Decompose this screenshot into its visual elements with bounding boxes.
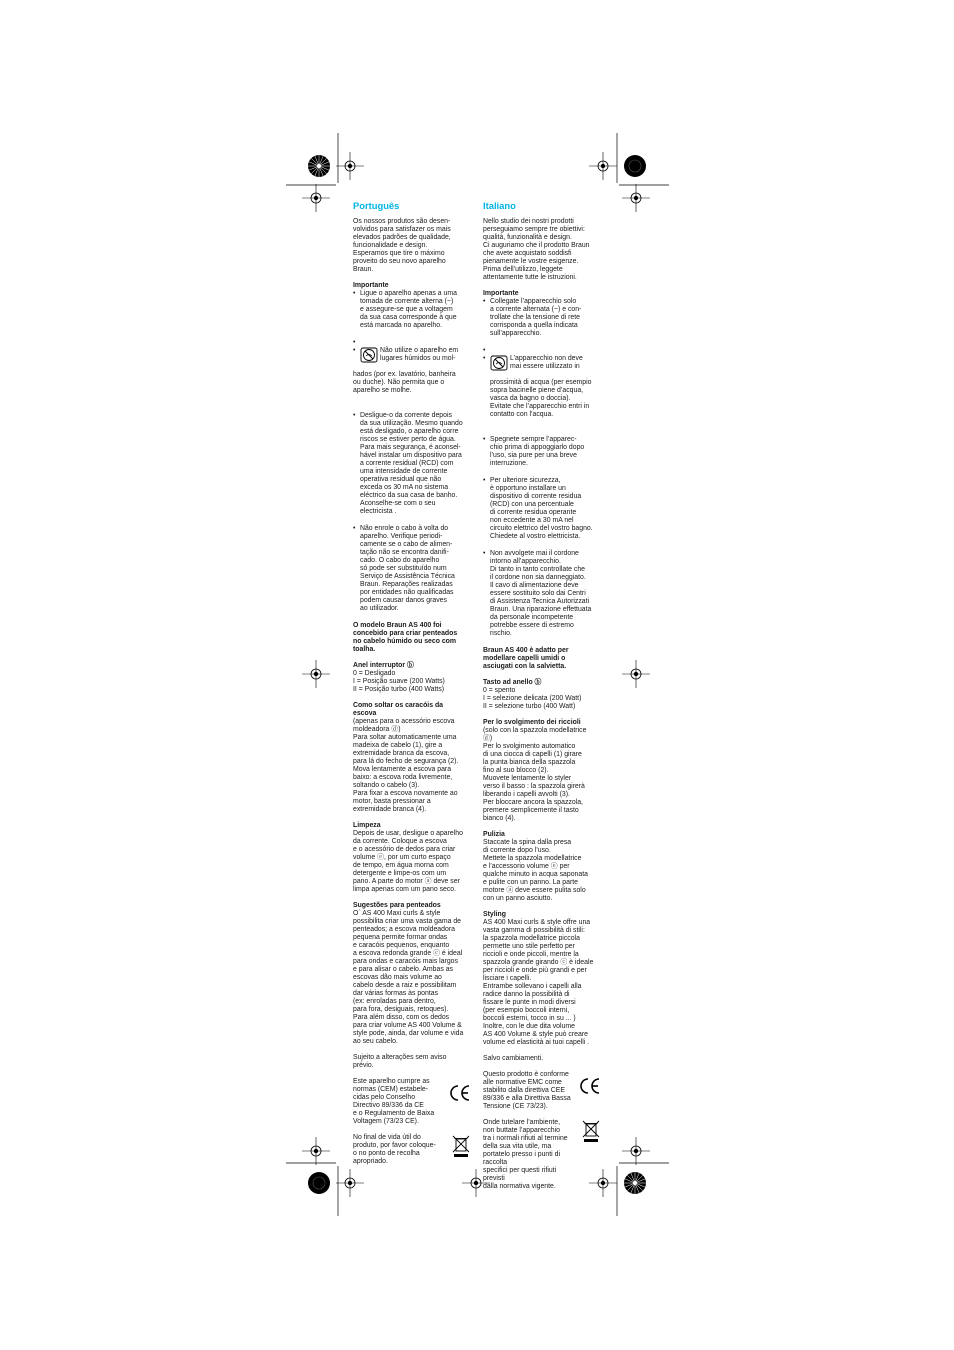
bullet-text-a: Não utilize o aparelho em lugares húmidos ou mol- <box>380 347 459 362</box>
important-title: Importante <box>353 282 389 289</box>
bullet-item: • Spegnete sempre l’apparec- chio prima di appoggiarlo dopo l’uso, sia pure per una breve interruzione. <box>483 436 601 468</box>
cleaning-text: Staccate la spina dalla presa di corrente dopo l’uso. Mettete la spazzola modellatrice e l’accessorio volume ⓔ per qualche minuto in acqua saponata e pulite con un panno. La parte motore ⓐ deve essere pulita solo con un panno asciutto. <box>483 839 588 902</box>
switch-settings: 0 = Desligado I = Posição suave (200 Watts) II = Posição turbo (400 Watts) <box>353 670 445 693</box>
bullet-text-a: L’apparecchio non deve mai essere utilizzato in <box>510 355 583 370</box>
styling-title: Styling <box>483 911 506 918</box>
switch-title: Tasto ad anello ⓑ <box>483 679 542 686</box>
registration-dot-icon <box>624 155 646 177</box>
styling-title: Sugestões para penteados <box>353 902 441 909</box>
styling-text: AS 400 Maxi curls & style offre una vasta gamma di possibilità di stili: la spazzola modellatrice piccola permette uno stile perfetto per riccioli e onde piccoli, mentre la spazzola grande girando ⓒ è ideale per riccioli e onde più grandi e per lisciare i capelli. Entrambe sollevano i capelli alla radice danno la possibilità di fissare le punte in modi diversi (per esempio boccoli interni, boccoli esterni, tocco in su ... ) Inoltre, con le due dita volume AS 400 Volume & style può creare volume ed elasticità ai tuoi capelli . <box>483 919 594 1046</box>
registration-star-icon <box>624 1172 646 1194</box>
bullet-item: • Non avvolgete mai il cordone intorno all’apparecchio. Di tanto in tanto controllate che il cordone non sia danneggiato. Il cavo di alimentazione deve essere sostituito solo dai Centri di Assistenza Tecnica Autorizzati Braun. Una riparazione effettuata da personale incompetente potrebbe essere di estremo rischio. <box>483 550 601 638</box>
bullet-text-b: hados (por ex. lavatório, banheira ou duche). Não permita que o aparelho se molhe. <box>353 371 456 394</box>
no-water-icon <box>360 347 378 363</box>
disposal-text: No final de vida útil do produto, por favor coloque- o no ponto de recolha apropriado. <box>353 1134 436 1165</box>
model-description: O modelo Braun AS 400 foi concebido para criar penteados no cabelo húmido ou seco com toalha. <box>353 622 458 653</box>
italian-column <box>483 200 601 1199</box>
registration-star-icon <box>308 155 330 177</box>
cleaning-text: Depois de usar, desligue o aparelho da corrente. Coloque a escova e o acessório de dedos para criar volume ⓔ, por um curto espaço de tempo, em água morna com detergente e limpe-os com um pano. A parte do motor ⓐ deve ser limpa apenas com um pano seco. <box>353 830 463 893</box>
subject-to-change: Sujeito a alterações sem aviso prévio. <box>353 1054 447 1069</box>
bullet-item: • Desligue-o da corrente depois da sua utilização. Mesmo quando está desligado, o aparelho corre riscos se estiver perto de água. Para mais segurança, é aconsel- hável instalar um dispositivo para a corrente residual (RCD) com uma intensidade de corrente operativa residual que não exceda os 30 mA no sistema eléctrico da sua casa de banho. Aconselhe-se com o seu electricista . <box>353 412 471 516</box>
bullet-item: • Collegate l’apparecchio solo a corrente alternata (~) e con- trollate che la tensione di rete corrisponda a quella indicata sull’apparecchio. <box>483 298 601 338</box>
emc-notice <box>483 1071 601 1111</box>
ce-mark-icon <box>579 1077 601 1095</box>
bullet-item-water: • • L’apparecchio non deve mai essere utilizzato in prossimità di acqua (per esempio sopra bacinelle piene d’acqua, vasca da bagno o doccia). Evitate che l’apparecchio entri in contatto con l’acqua. <box>483 347 601 427</box>
subject-to-change: Salvo cambiamenti. <box>483 1055 544 1062</box>
model-description: Braun AS 400 è adatto per modellare capelli umidi o asciugati con la salvietta. <box>483 647 569 670</box>
no-water-icon <box>490 355 508 371</box>
ce-mark-icon <box>449 1084 471 1102</box>
disposal-notice <box>483 1119 601 1191</box>
bullet-item: • Per ulteriore sicurezza, è opportuno installare un dispositivo di corrente residua (RCD) con una percentuale di corrente residua operante non eccedente a 30 mA nel circuito elettrico del vostro bagno. Chiedete al vostro elettricista. <box>483 477 601 541</box>
release-title: Per lo svolgimento dei riccioli <box>483 719 581 726</box>
section-heading: Italiano <box>483 200 516 211</box>
bullet-item: • Ligue o aparelho apenas a uma tomada de corrente alterna (~) e assegure-se que a voltagem da sua casa corresponde à que está marcada no aparelho. <box>353 290 471 330</box>
release-title: Como soltar os caracóis da escova <box>353 702 443 717</box>
switch-title: Anel interruptor ⓑ <box>353 662 414 669</box>
emc-text: Questo prodotto è conforme alle normative EMC come stabilito dalla direttiva CEE 89/336 e alla Direttiva Bassa Tensione (CE 73/23). <box>483 1071 571 1110</box>
bullet-item-water: • • Não utilize o aparelho em lugares húmidos ou mol- hados (por ex. lavatório, banheira ou duche). Não permita que o aparelho se molhe. <box>353 339 471 403</box>
crossed-bin-icon <box>581 1119 601 1143</box>
intro-text: Os nossos produtos são desen- volvidos para satisfazer os mais elevados padrões de qualidade, funcionalidade e design. Esperamos que tire o máximo proveito do seu novo aparelho Braun. <box>353 218 451 273</box>
bullet-item: • Não enrole o cabo à volta do aparelho. Verifique periodi- camente se o cabo de alimen- tação não se encontra danifi- cado. O cabo do aparelho só pode ser substituído num Serviço de Assistência Técnica Braun. Reparações realizadas por entidades não qualificadas podem causar danos graves ao utilizador. <box>353 525 471 613</box>
disposal-notice <box>353 1134 471 1166</box>
bullet-text-b: prossimità di acqua (per esempio sopra bacinelle piene d’acqua, vasca da bagno o doccia). Evitate che l’apparecchio entri in contatto con l’acqua. <box>490 379 592 418</box>
emc-text: Este aparelho cumpre as normas (CEM) estabele- cidas pelo Conselho Directivo 89/336 da CE e o Regulamento de Baixa Voltagem (73/23 CE). <box>353 1078 435 1125</box>
crossed-bin-icon <box>451 1134 471 1158</box>
intro-text: Nello studio dei nostri prodotti perseguiamo sempre tre obiettivi: qualità, funzionalità e design. Ci auguriamo che il prodotto Braun che avete acquistato soddisfi pienamente le vostre esigenze. Prima dell’utilizzo, leggete attentamente tutte le istruzioni. <box>483 218 590 281</box>
section-heading: Português <box>353 200 400 211</box>
switch-settings: 0 = spento I = selezione delicata (200 Watt) II = selezione turbo (400 Watt) <box>483 687 582 710</box>
release-text: (apenas para o acessório escova moldeadora ⓓ) Para soltar automaticamente uma madeixa de cabelo (1), gire a extremidade branca da escova, para lá do fecho de segurança (2). Mova lentamente a escova para baixo: a escova roda livremente, soltando o cabelo (3). Para fixar a escova novamente ao motor, basta pressionar a extremidade branca (4). <box>353 718 459 813</box>
disposal-text: Onde tutelare l’ambiente, non buttate l’apparecchio tra i normali rifiuti al termine della sua vita utile, ma portatelo presso i punti di raccolta specifici per questi rifiuti previsti dalla normativa vigente. <box>483 1119 568 1190</box>
release-text: (solo con la spazzola modellatrice ⓓ) Per lo svolgimento automatico di una ciocca di capelli (1) girare la punta bianca della spazzola fino al suo blocco (2). Muovete lentamente lo styler verso il basso : la spazzola girerà liberando i capelli avvolti (3). Per bloccare ancora la spazzola, premere semplicemente il tasto bianco (4). <box>483 727 587 822</box>
cleaning-title: Pulizia <box>483 831 505 838</box>
emc-notice <box>353 1078 471 1126</box>
important-title: Importante <box>483 290 519 297</box>
styling-text: O´ AS 400 Maxi curls & style possibilita criar uma vasta gama de penteados; a escova moldeadora pequena permite formar ondas e caracóis pequenos, enquanto a escova redonda grande ⓒ é ideal para ondas e caracóis mais largos e para alisar o cabelo. Ambas as escovas dão mais volume ao cabelo desde a raiz e possibilitam dar várias formas às pontas (ex: enroladas para dentro, para fora, desiguais, retoques). Para além disso, com os dedos para criar volume AS 400 Volume & style pode, ainda, dar volume e vida ao seu cabelo. <box>353 910 464 1045</box>
registration-dot-icon <box>308 1172 330 1194</box>
cleaning-title: Limpeza <box>353 822 381 829</box>
portuguese-column <box>353 200 471 1174</box>
